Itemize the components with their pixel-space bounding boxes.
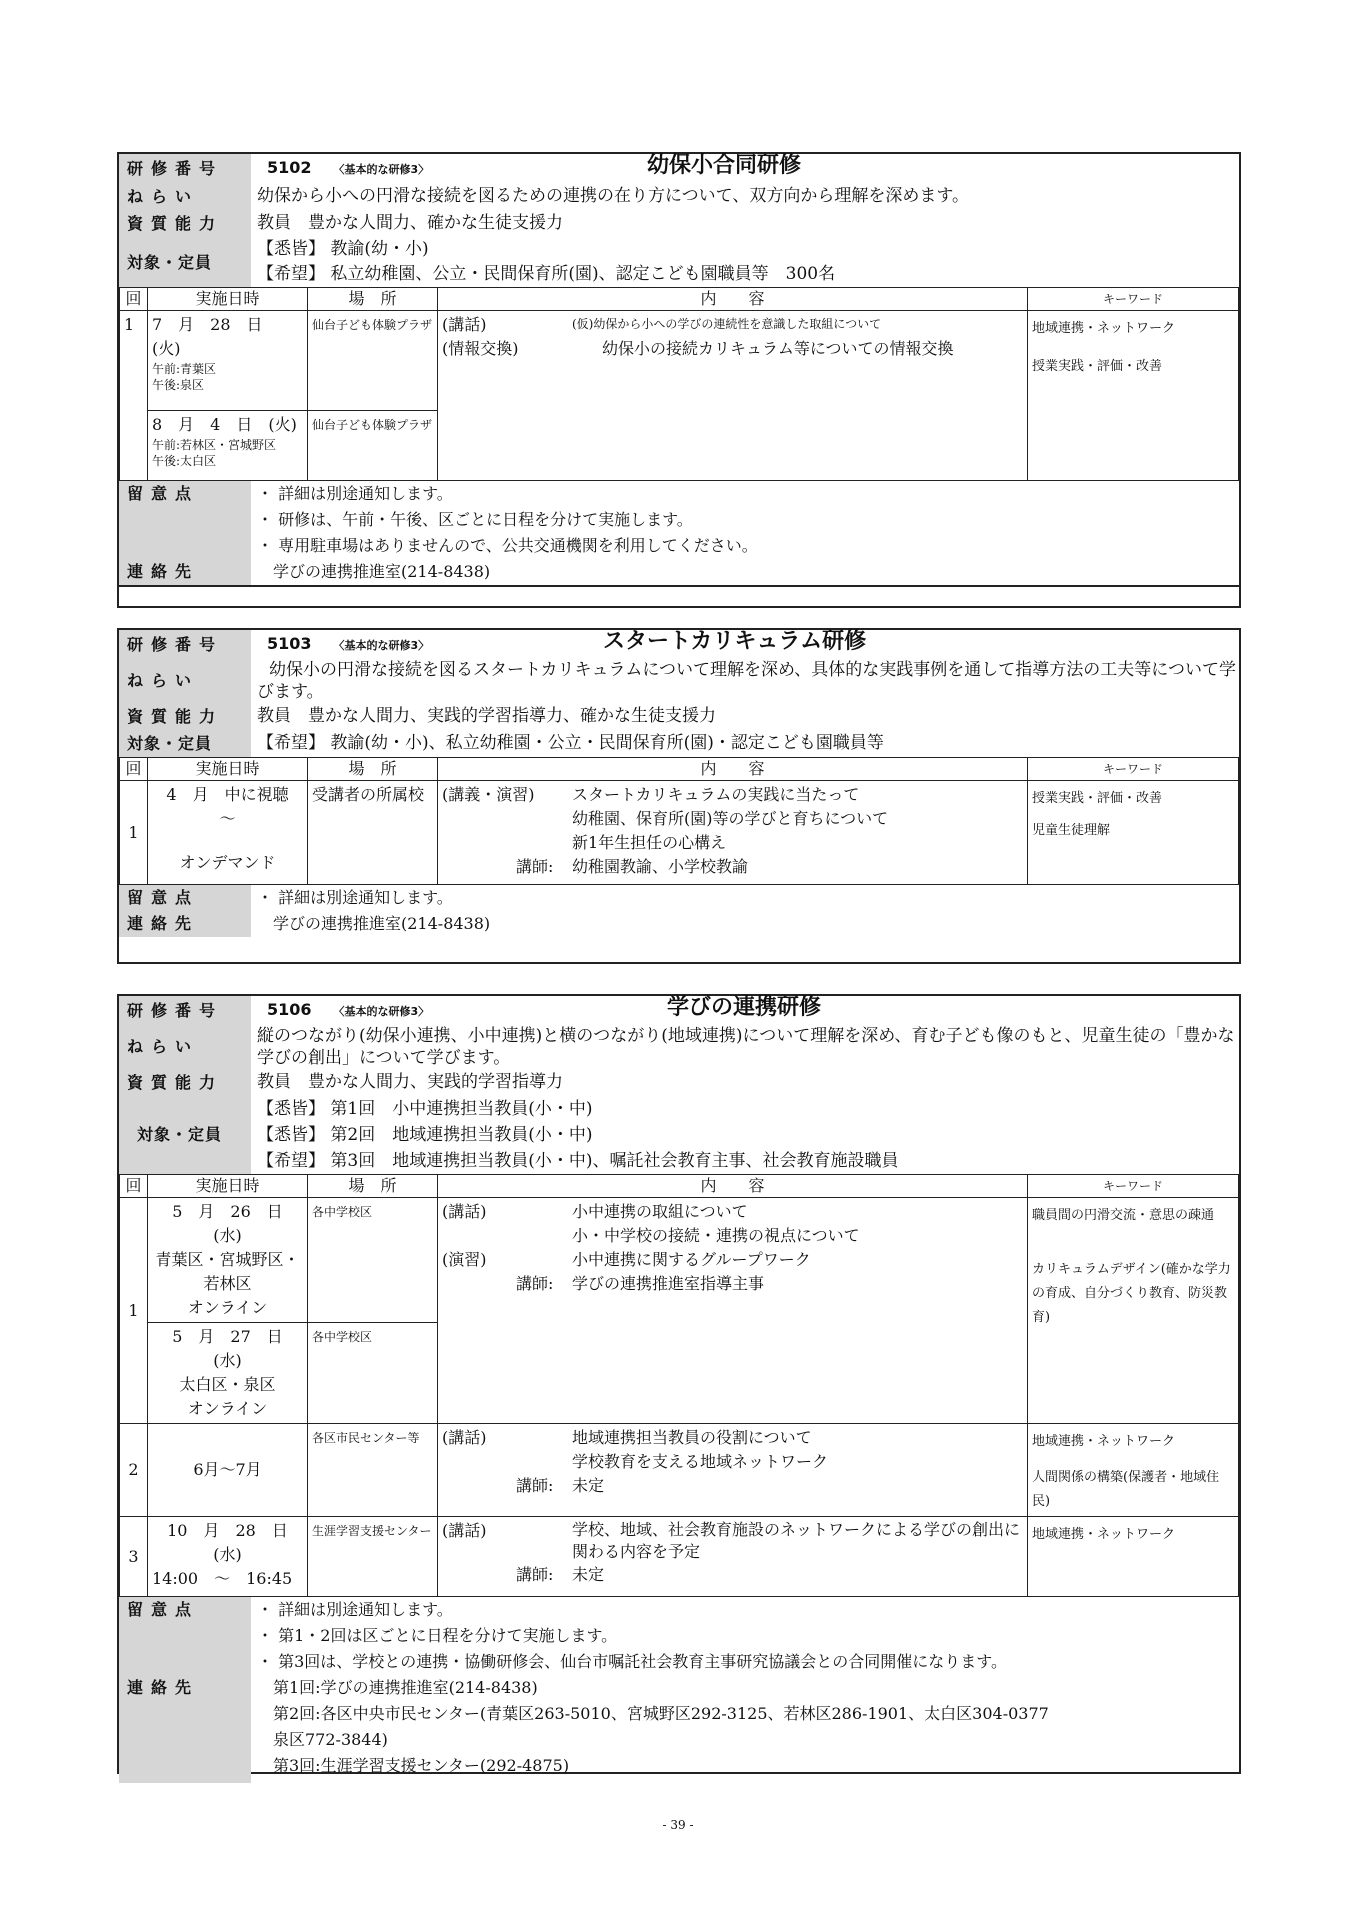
target-line: 【悉皆】 教諭(幼・小): [257, 239, 429, 259]
label-ability: 資質能力: [119, 210, 251, 237]
content-kind: (講話): [442, 1428, 487, 1447]
content-item: 地域連携担当教員の役割について: [572, 1428, 812, 1447]
round-number: 1: [120, 311, 148, 481]
ability-text: 教員 豊かな人間力、実践的学習指導力、確かな生徒支援力: [257, 706, 716, 726]
course-number: 5102: [267, 158, 312, 177]
label-aim: ねらい: [119, 1025, 251, 1069]
course-5106: [117, 994, 1241, 1774]
content-item: 幼保小の接続カリキュラム等についての情報交換: [602, 339, 954, 358]
content-item: 学校教育を支える地域ネットワーク: [572, 1452, 829, 1471]
note-item: ・ 第1・2回は区ごとに日程を分けて実施します。: [257, 1626, 618, 1645]
course-number: 5106: [267, 1000, 312, 1019]
lecturer: 未定: [572, 1476, 605, 1495]
content-item: 小中連携の取組について: [572, 1202, 748, 1221]
date: 6月～7月: [148, 1424, 308, 1517]
schedule-table: [119, 287, 1239, 481]
label-aim: ねらい: [119, 183, 251, 210]
content-item: 幼稚園、保育所(園)等の学びと育ちについて: [572, 809, 889, 828]
lecturer-label: 講師:: [516, 1565, 554, 1584]
date-range: ～: [219, 809, 236, 828]
aim-text: 縦のつながり(幼保小連携、小中連携)と横のつながり(地域連携)について理解を深め、育む子ども像のもと、児童生徒の「豊かな学びの創出」について学びます。: [257, 1026, 1235, 1068]
keyword: 児童生徒理解: [1032, 823, 1111, 838]
course-5102: [117, 152, 1241, 608]
page-number: - 39 -: [662, 1818, 694, 1832]
label-ability: 資質能力: [119, 703, 251, 730]
label-target: 対象・定員: [119, 730, 251, 757]
contact-text: 学びの連携推進室(214-8438): [273, 914, 491, 933]
place: 各中学校区: [308, 1323, 438, 1424]
label-notes: 留意点: [119, 481, 251, 559]
area: 午前:青葉区: [152, 362, 217, 376]
date: 5 月 26 日 (水): [172, 1202, 299, 1245]
place: 受講者の所属校: [308, 781, 438, 885]
th-place: 場 所: [308, 288, 438, 311]
course-category: 〈基本的な研修3〉: [333, 1005, 430, 1018]
course-category: 〈基本的な研修3〉: [333, 639, 430, 652]
content-item: 学校、地域、社会教育施設のネットワークによる学びの創出に関わる内容を予定: [572, 1520, 1021, 1561]
label-course-number: 研修番号: [119, 630, 251, 659]
time: 14:00 ～ 16:45: [152, 1569, 293, 1588]
course-number: 5103: [267, 634, 312, 653]
content-item: 新1年生担任の心構え: [572, 833, 727, 852]
label-notes: 留意点: [119, 885, 251, 911]
label-aim: ねらい: [119, 659, 251, 703]
place: 仙台子ども体験プラザ: [308, 311, 438, 411]
delivery-mode: オンライン: [187, 1399, 268, 1418]
round-number: 1: [120, 1198, 148, 1424]
area: 若林区: [203, 1274, 252, 1293]
target-line: 【希望】 私立幼稚園、公立・民間保育所(園)、認定こども園職員等 300名: [257, 264, 836, 284]
content-item: (仮)幼保から小への学びの連続性を意識した取組について: [572, 317, 882, 331]
th-date: 実施日時: [148, 758, 308, 781]
lecturer: 学びの連携推進室指導主事: [572, 1274, 765, 1293]
note-item: ・ 研修は、午前・午後、区ごとに日程を分けて実施します。: [257, 510, 693, 529]
aim-text: 幼保から小への円滑な接続を図るための連携の在り方について、双方向から理解を深めます。: [257, 186, 969, 206]
keyword: 地域連携・ネットワーク: [1032, 1527, 1176, 1542]
label-target: 対象・定員: [119, 237, 251, 287]
label-notes: 留意点: [119, 1597, 251, 1675]
th-content: 内 容: [438, 1175, 1028, 1198]
course-number-row: [119, 154, 1239, 183]
place: 生涯学習支援センター: [308, 1517, 438, 1597]
content-kind: (講話): [442, 315, 487, 334]
area: 午後:泉区: [152, 378, 205, 392]
target-line: 【悉皆】 第2回 地域連携担当教員(小・中): [257, 1125, 593, 1145]
course-title: 幼保小合同研修: [647, 153, 802, 178]
keyword: 授業実践・評価・改善: [1032, 359, 1163, 374]
content-kind: (演習): [442, 1250, 487, 1269]
keyword: 地域連携・ネットワーク: [1032, 321, 1176, 336]
date: 10 月 28 日 (水): [167, 1521, 304, 1564]
course-title: 学びの連携研修: [667, 995, 822, 1020]
keyword: 授業実践・評価・改善: [1032, 791, 1163, 806]
contact-line: 泉区772-3844): [273, 1730, 388, 1749]
note-item: ・ 詳細は別途通知します。: [257, 888, 453, 907]
delivery-mode: オンデマンド: [179, 853, 276, 872]
target-line: 【希望】 教諭(幼・小)、私立幼稚園・公立・民間保育所(園)・認定こども園職員等: [257, 733, 884, 753]
th-place: 場 所: [308, 758, 438, 781]
contact-line: 第2回:各区中央市民センター(青葉区263-5010、宮城野区292-3125、若林区286-1901、太白区304-0377: [273, 1704, 1049, 1723]
place: 各区市民センター等: [308, 1424, 438, 1517]
content-item: 小中連携に関するグループワーク: [572, 1250, 811, 1269]
area: 太白区・泉区: [179, 1375, 276, 1394]
note-item: ・ 第3回は、学校との連携・協働研修会、仙台市嘱託社会教育主事研究協議会との合同開催になります。: [257, 1652, 1007, 1671]
content-kind: (講話): [442, 1202, 487, 1221]
round-number: 1: [120, 781, 148, 885]
course-category: 〈基本的な研修3〉: [333, 163, 430, 176]
th-keyword: キーワード: [1028, 758, 1239, 781]
label-contact: 連絡先: [119, 1675, 251, 1783]
label-course-number: 研修番号: [119, 154, 251, 183]
delivery-mode: オンライン: [187, 1298, 268, 1317]
area: 午前:若林区・宮城野区: [152, 438, 277, 452]
contact-text: 学びの連携推進室(214-8438): [273, 562, 491, 581]
content-kind: (情報交換): [442, 339, 519, 358]
th-round: 回: [120, 1175, 148, 1198]
th-round: 回: [120, 288, 148, 311]
schedule-table: [119, 757, 1239, 885]
ability-text: 教員 豊かな人間力、確かな生徒支援力: [257, 213, 563, 233]
label-target: 対象・定員: [119, 1096, 251, 1174]
content-item: スタートカリキュラムの実践に当たって: [572, 785, 860, 804]
keyword: 地域連携・ネットワーク: [1032, 1434, 1176, 1449]
note-item: ・ 詳細は別途通知します。: [257, 484, 453, 503]
label-course-number: 研修番号: [119, 996, 251, 1025]
keyword: 職員間の円滑交流・意思の疎通: [1032, 1208, 1215, 1223]
date: 7 月 28 日 (火): [152, 315, 279, 358]
lecturer-label: 講師:: [516, 857, 554, 876]
date: 5 月 27 日 (水): [172, 1327, 299, 1370]
label-contact: 連絡先: [119, 911, 251, 937]
divider: [119, 585, 1239, 609]
place: 仙台子ども体験プラザ: [308, 411, 438, 481]
area: 青葉区・宮城野区・: [155, 1250, 300, 1269]
round-number: 3: [120, 1517, 148, 1597]
course-title: スタートカリキュラム研修: [603, 629, 867, 654]
contact-line: 第3回:生涯学習支援センター(292-4875): [273, 1756, 570, 1775]
date: 4 月 中に視聴: [166, 785, 289, 804]
target-line: 【希望】 第3回 地域連携担当教員(小・中)、嘱託社会教育主事、社会教育施設職員: [257, 1151, 899, 1171]
note-item: ・ 専用駐車場はありませんので、公共交通機関を利用してください。: [257, 536, 758, 555]
th-keyword: キーワード: [1028, 288, 1239, 311]
content-kind: (講話): [442, 1521, 487, 1540]
th-date: 実施日時: [148, 288, 308, 311]
note-item: ・ 詳細は別途通知します。: [257, 1600, 453, 1619]
round-number: 2: [120, 1424, 148, 1517]
aim-text: 幼保小の円滑な接続を図るスタートカリキュラムについて理解を深め、具体的な実践事例を通して指導方法の工夫等について学びます。: [257, 660, 1236, 702]
label-ability: 資質能力: [119, 1069, 251, 1096]
lecturer: 未定: [572, 1565, 605, 1584]
place: 各中学校区: [308, 1198, 438, 1323]
contact-line: 第1回:学びの連携推進室(214-8438): [273, 1678, 538, 1697]
ability-text: 教員 豊かな人間力、実践的学習指導力: [257, 1072, 563, 1092]
lecturer-label: 講師:: [516, 1274, 554, 1293]
lecturer: 幼稚園教諭、小学校教諭: [572, 857, 749, 876]
th-keyword: キーワード: [1028, 1175, 1239, 1198]
keyword: カリキュラムデザイン(確かな学力の育成、自分づくり教育、防災教育): [1032, 1262, 1231, 1325]
label-contact: 連絡先: [119, 559, 251, 585]
keyword: 人間関係の構築(保護者・地域住民): [1032, 1470, 1220, 1509]
th-date: 実施日時: [148, 1175, 308, 1198]
date: 8 月 4 日 (火): [152, 415, 297, 434]
lecturer-label: 講師:: [516, 1476, 554, 1495]
schedule-table: [119, 1174, 1239, 1597]
content-kind: (講義・演習): [442, 785, 535, 804]
th-place: 場 所: [308, 1175, 438, 1198]
th-content: 内 容: [438, 758, 1028, 781]
th-content: 内 容: [438, 288, 1028, 311]
target-line: 【悉皆】 第1回 小中連携担当教員(小・中): [257, 1099, 593, 1119]
th-round: 回: [120, 758, 148, 781]
area: 午後:太白区: [152, 454, 217, 468]
content-item: 小・中学校の接続・連携の視点について: [572, 1226, 860, 1245]
course-5103: [117, 628, 1241, 964]
